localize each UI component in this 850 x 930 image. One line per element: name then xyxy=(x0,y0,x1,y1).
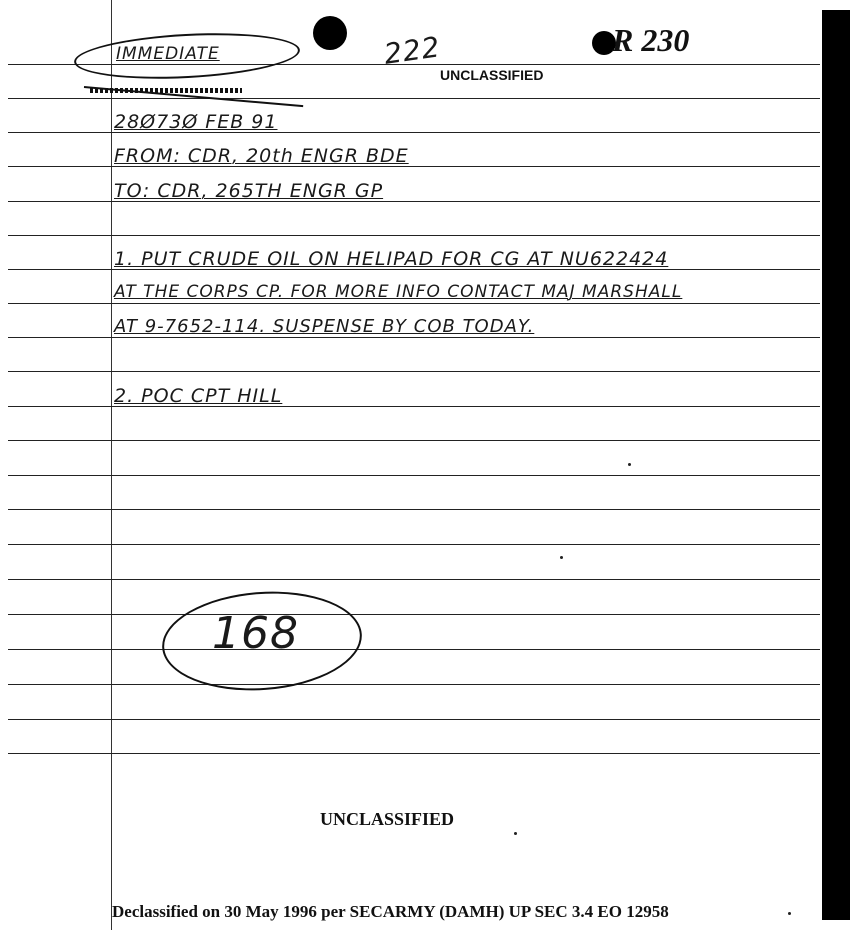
margin-line xyxy=(111,0,112,930)
ink-blot xyxy=(313,16,347,50)
paragraph-1-line-2: AT THE CORPS CP. FOR MORE INFO CONTACT MAJ MARSHALL xyxy=(114,282,683,302)
speck xyxy=(628,463,631,466)
ruled-line xyxy=(8,98,820,99)
ruled-line xyxy=(8,719,820,720)
ruled-line xyxy=(8,684,820,685)
ruled-line xyxy=(8,371,820,372)
declassification-notice: Declassified on 30 May 1996 per SECARMY (DAMH) UP SEC 3.4 EO 12958 xyxy=(112,902,669,921)
paragraph-1-line-3: AT 9-7652-114. SUSPENSE BY COB TODAY. xyxy=(114,316,535,337)
paragraph-1-line-1: 1. PUT CRUDE OIL ON HELIPAD FOR CG AT NU622424 xyxy=(114,248,669,270)
date-time-group: 28Ø73Ø FEB 91 xyxy=(114,111,278,133)
paragraph-2: 2. POC CPT HILL xyxy=(114,385,283,407)
ruled-line xyxy=(8,579,820,580)
ruled-line xyxy=(8,753,820,754)
ruled-line xyxy=(8,235,820,236)
document-id: R 230 xyxy=(612,22,690,58)
classification-bottom: UNCLASSIFIED xyxy=(320,809,455,829)
page-mark: 222 xyxy=(381,30,443,71)
ruled-line xyxy=(8,614,820,615)
ruled-line xyxy=(8,475,820,476)
ruled-line xyxy=(8,509,820,510)
ruled-line xyxy=(8,440,820,441)
scan-edge xyxy=(822,10,850,920)
speck xyxy=(560,556,563,559)
precedence-label: IMMEDIATE xyxy=(116,44,220,64)
from-line: FROM: CDR, 20th ENGR BDE xyxy=(114,145,409,167)
speck xyxy=(788,912,791,915)
speck xyxy=(514,832,517,835)
ruled-line xyxy=(8,337,820,338)
classification-top: UNCLASSIFIED xyxy=(440,67,544,83)
to-line: TO: CDR, 265TH ENGR GP xyxy=(114,180,384,202)
circled-number: 168 xyxy=(212,608,299,659)
ruled-line xyxy=(8,649,820,650)
ruled-line xyxy=(8,544,820,545)
ruled-line xyxy=(8,303,820,304)
